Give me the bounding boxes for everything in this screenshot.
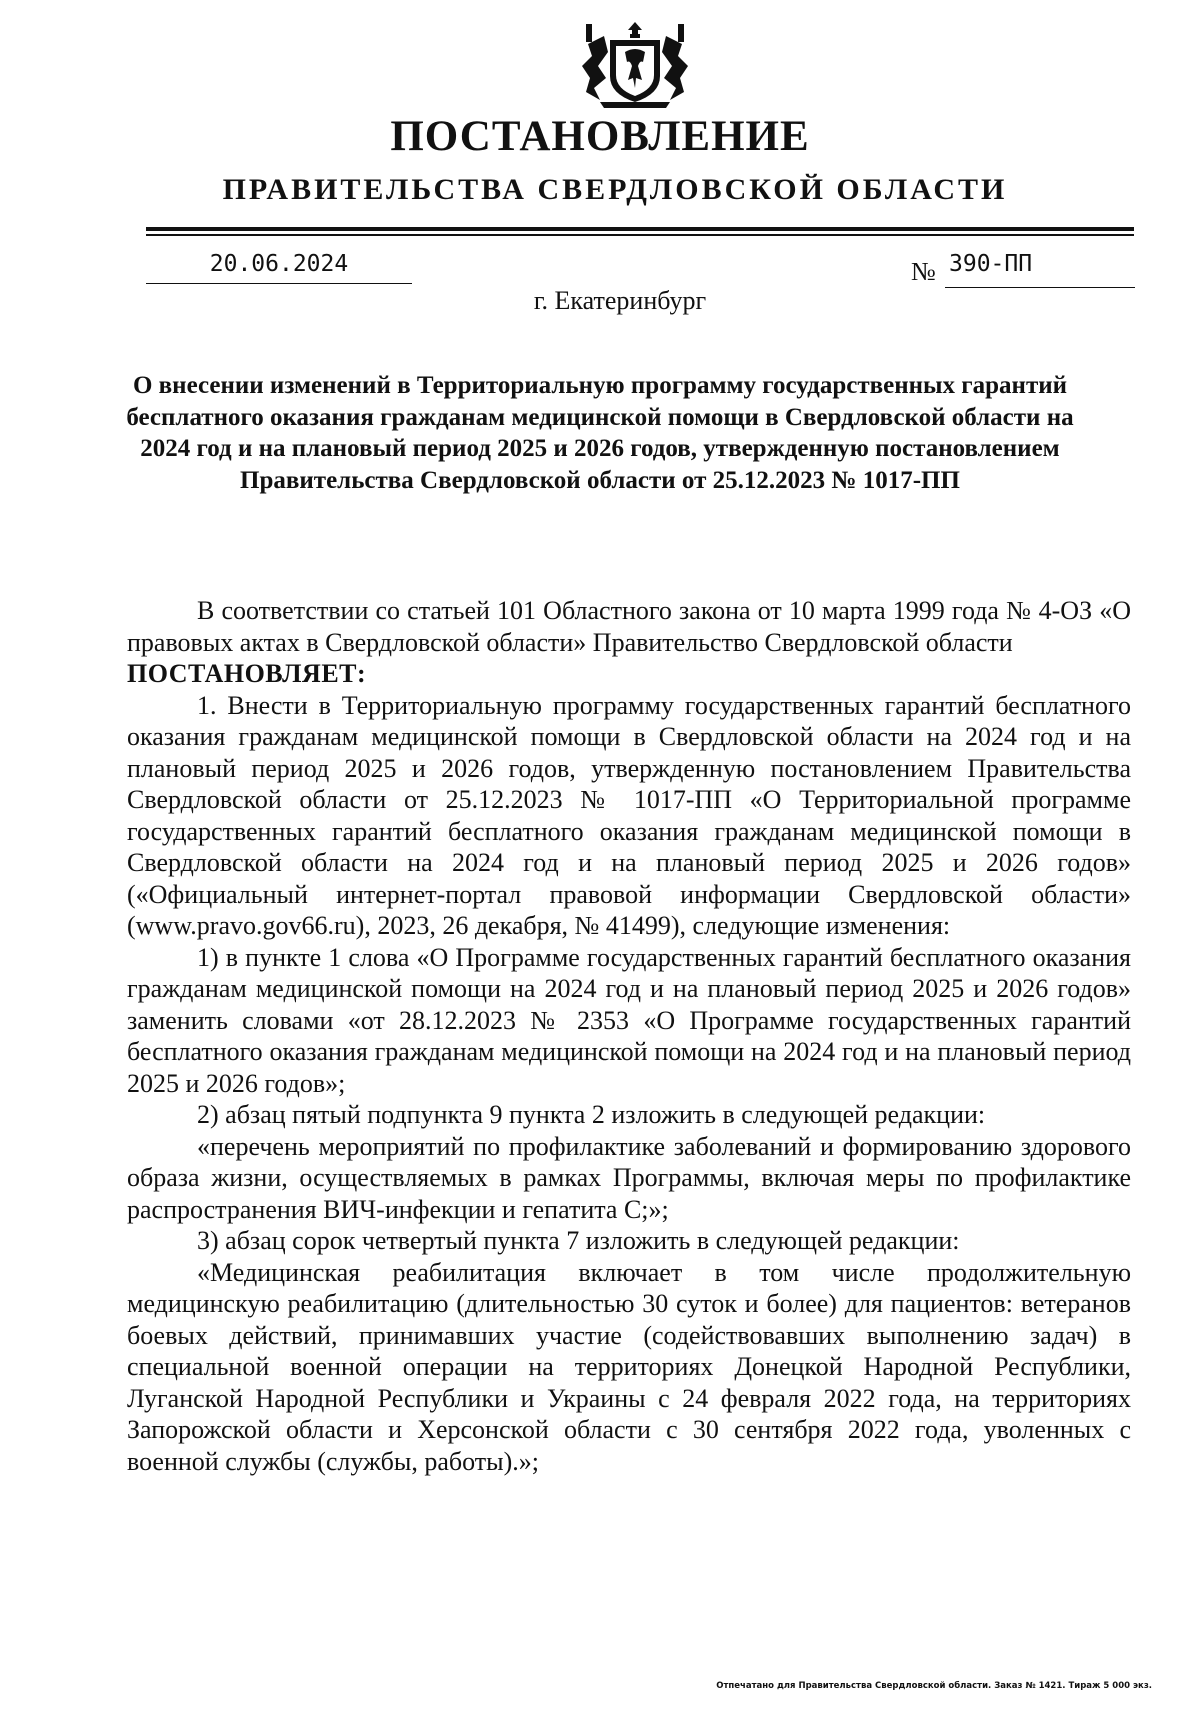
print-footer: Отпечатано для Правительства Свердловской области. Заказ № 1421. Тираж 5 000 экз.: [716, 1681, 1152, 1691]
document-title: О внесении изменений в Территориальную программу государственных гарантий бесплатного оказания гражданам медицинской помощи в Свердловской области на 2024 год и на плановый период 2025 и 2026 годов, утвержденную постановлением Правительства Свердловской области от 25.12.2023 № 1017-ПП: [126, 372, 1074, 494]
resolve-heading: ПОСТАНОВЛЯЕТ:: [127, 659, 367, 688]
header-subtitle: ПРАВИТЕЛЬСТВА СВЕРДЛОВСКОЙ ОБЛАСТИ: [222, 173, 1008, 206]
paragraph-1: 1. Внести в Территориальную программу государственных гарантий бесплатного оказания гражданам медицинской помощи в Свердловской области на 2024 год и на плановый период 2025 и 2026 годов, утвержденную постановлением Правительства Свердловской области от 25.12.2023 № 1017-ПП «О Территориальной программе государственных гарантий бесплатного оказания гражданам медицинской помощи в Свердловской области на 2024 год и на плановый период 2025 и 2026 годов» («Официальный интернет-портал правовой информации Свердловской области» (www.pravo.gov66.ru), 2023, 26 декабря, № 41499), следующие изменения:: [127, 690, 1131, 940]
subparagraph-3: 3) абзац сорок четвертый пункта 7 изложить в следующей редакции:: [197, 1226, 960, 1255]
subparagraph-1: 1) в пункте 1 слова «О Программе государственных гарантий бесплатного оказания гражданам медицинской помощи на 2024 год и на плановый период 2025 и 2026 годов» заменить словами «от 28.12.2023 № 2353 «О Программе государственных гарантий бесплатного оказания гражданам медицинской помощи на 2024 год и на плановый период 2025 и 2026 годов»;: [127, 942, 1131, 1098]
subparagraph-3-quote: «Медицинская реабилитация включает в том числе продолжительную медицинскую реабилитацию (длительностью 30 суток и более) для пациентов: ветеранов боевых действий, принимавших участие (содействовавших выполнению задач) в специальной военной операции на территориях Донецкой Народной Республики, Луганской Народной Республики и Украины с 24 февраля 2022 года, на территориях Запорожской области и Херсонской области с 30 сентября 2022 года, уволенных с военной службы (службы, работы).»;: [127, 1257, 1131, 1476]
header-title: ПОСТАНОВЛЕНИЕ: [390, 113, 810, 160]
document-body: [127, 595, 1131, 1477]
header-divider-thick: [146, 227, 1134, 231]
document-date: 20.06.2024: [146, 247, 412, 284]
header-divider-thin: [146, 234, 1134, 236]
number-label: №: [911, 257, 936, 286]
subparagraph-2-quote: «перечень мероприятий по профилактике заболеваний и формированию здорового образа жизни, осуществляемых в рамках Программы, включая меры по профилактике распространения ВИЧ-инфекции и гепатита С;»;: [127, 1131, 1131, 1224]
document-number: 390-ПП: [945, 247, 1135, 288]
subparagraph-2: 2) абзац пятый подпункта 9 пункта 2 изложить в следующей редакции:: [197, 1100, 986, 1129]
intro-paragraph: В соответствии со статьей 101 Областного закона от 10 марта 1999 года № 4-ОЗ «О правовых актах в Свердловской области» Правительство Свердловской области: [127, 596, 1131, 657]
coat-of-arms-emblem: [580, 22, 690, 108]
city: г. Екатеринбург: [533, 286, 707, 315]
